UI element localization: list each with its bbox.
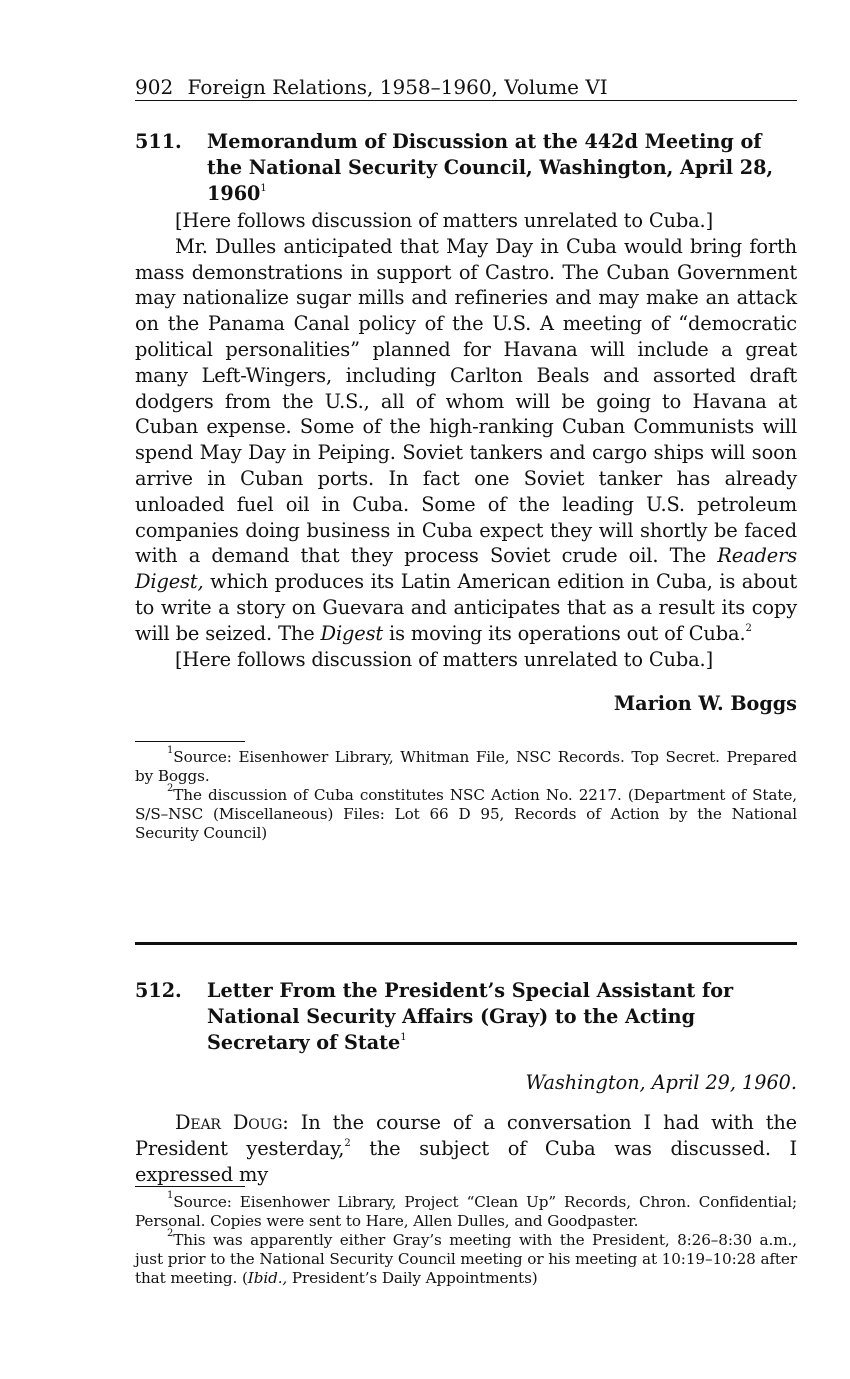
doc512-title: Letter From the President’s Special Assistant for National Security Affairs (Gray) to the Acting Secretary of State$^1$ xyxy=(207,979,734,1054)
doc511-footnote-1: $^1$Source: Eisenhower Library, Whitman File, NSC Records. Top Secret. Prepared by Boggs. xyxy=(135,745,797,785)
salutation: Dear Doug: xyxy=(175,1111,289,1134)
place-date: Washington, April 29, 1960. xyxy=(525,1071,797,1094)
doc512-footnote-2: $^2$This was apparently either Gray’s meeting with the President, 8:26–8:30 a.m., just prior to the National Security Council meeting or his meeting at 10:19–10:28 after that meeting. (Ibid., President’s Daily Appointments) xyxy=(135,1228,797,1287)
section-divider xyxy=(135,942,797,945)
doc512-body xyxy=(135,1110,797,1187)
doc511-body xyxy=(135,208,797,672)
doc512-heading xyxy=(135,978,797,1056)
doc512-footnotes xyxy=(135,1190,797,1288)
doc511-title: Memorandum of Discussion at the 442d Meeting of the National Security Council, Washington, April 28, 1960$^1$ xyxy=(207,130,774,205)
running-head xyxy=(135,74,797,101)
doc512-para1-note: 2 xyxy=(344,1137,351,1149)
publication-title: Foreign Relations, 1958–1960, Volume VI xyxy=(187,75,608,99)
doc511-para2: Mr. Dulles anticipated that May Day in Cuba would bring forth mass demonstrations in support of Castro. The Cuban Government may nationalize sugar mills and refineries and may make an attack on the Panama Canal policy of the U.S. A meeting of “democratic political personalities” planned for Havana will include a great many Left-Wingers, including Carlton Beals and assorted draft dodgers from the U.S., all of whom will be going to Havana at Cuban expense. Some of the high-ranking Cuban Communists will spend May Day in Peiping. Soviet tankers and cargo ships will soon arrive in Cuban ports. In fact one Soviet tanker has already unloaded fuel oil in Cuba. Some of the leading U.S. petroleum companies doing business in Cuba expect they will shortly be faced with a demand that they process Soviet crude oil. The Readers Digest, which produces its Latin American edition in Cuba, is about to write a story on Guevara and anticipates that as a result its copy will be seized. The Digest is moving its operations out of Cuba.$^2$ xyxy=(135,234,797,645)
doc511-heading xyxy=(135,129,797,207)
signature: Marion W. Boggs xyxy=(613,692,797,715)
doc511-number: 511. xyxy=(135,130,182,153)
doc511-footnote-2: $^2$The discussion of Cuba constitutes NSC Action No. 2217. (Department of State, S/S–NSC (Miscellaneous) Files: Lot 66 D 95, Records of Action by the National Security Council) xyxy=(135,783,797,842)
doc512-para1: Dear Doug: In the course of a conversation I had with the President yesterday,$^2$ the subject of Cuba was discussed. I expressed my xyxy=(135,1111,798,1186)
doc511-title-note: 1 xyxy=(260,183,267,194)
page-number: 902 xyxy=(135,75,174,99)
footnote-rule xyxy=(135,1186,245,1187)
doc512-title-note: 1 xyxy=(400,1032,407,1043)
doc511-para2-note: 2 xyxy=(745,622,752,634)
doc511-footnotes xyxy=(135,745,797,843)
doc512-footnote-1: $^1$Source: Eisenhower Library, Project “Clean Up” Records, Chron. Confidential; Personal. Copies were sent to Hare, Allen Dulles, and Goodpaster. xyxy=(135,1190,797,1230)
doc511-para3: [Here follows discussion of matters unrelated to Cuba.] xyxy=(175,647,713,671)
footnote-rule xyxy=(135,741,245,742)
doc512-number: 512. xyxy=(135,979,182,1002)
doc511-para1: [Here follows discussion of matters unrelated to Cuba.] xyxy=(175,209,713,232)
